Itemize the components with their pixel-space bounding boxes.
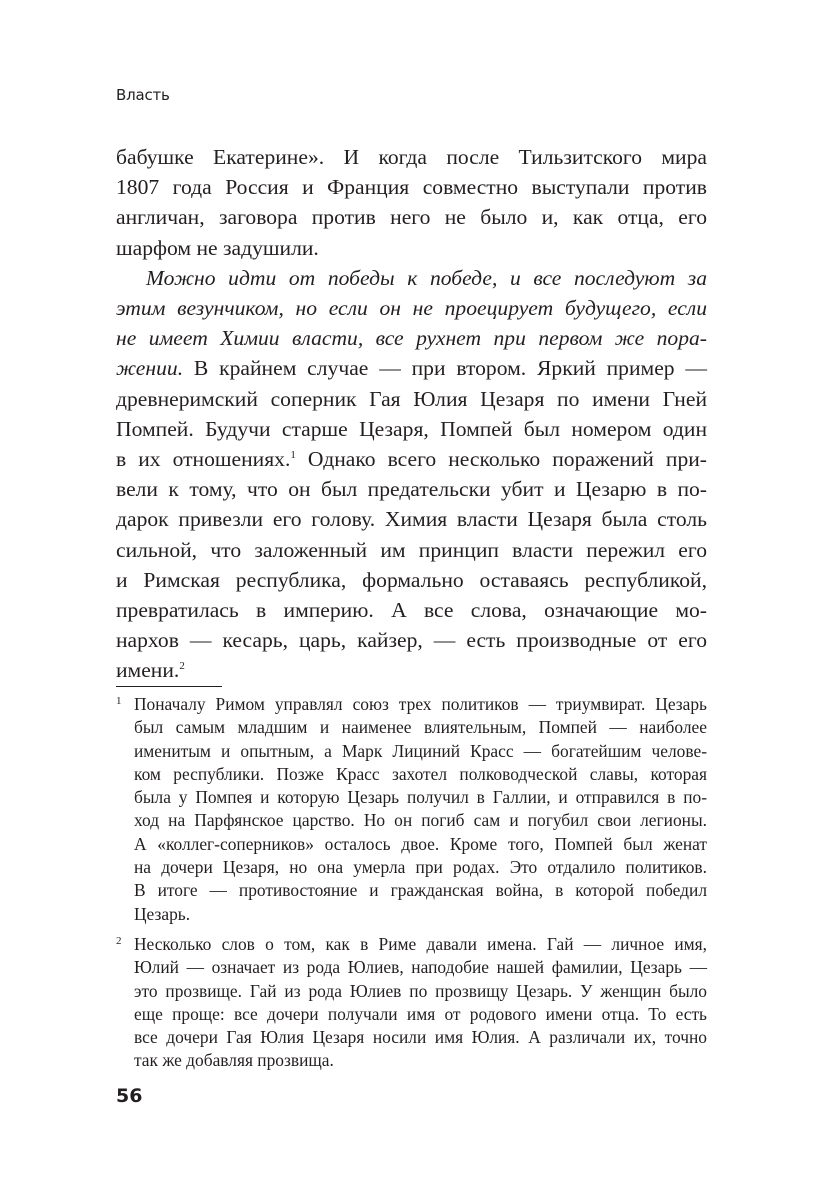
text-line (116, 353, 707, 383)
text-line: превратилась в империю. А все слова, означающие мо- (116, 598, 707, 623)
text-line (116, 655, 707, 685)
text-line: 1807 года Россия и Франция совместно выступали против (116, 175, 707, 200)
text-line: вели к тому, что он был предательски убит и Цезарю в по- (116, 477, 707, 502)
footnote-ref-2[interactable]: 2 (179, 660, 185, 673)
footnote-line: Юлий — означает из рода Юлиев, наподобие нашей фамилии, Цезарь — (134, 957, 707, 978)
text-line: древнеримский соперник Гая Юлия Цезаря по имени Гней (116, 386, 707, 411)
italic-line: этим везунчиком, но если он не проецирует будущего, если (116, 296, 707, 321)
text-fragment: имени. (116, 658, 180, 683)
paragraph-2 (116, 263, 707, 686)
footnote-separator (116, 686, 222, 687)
text-line (116, 444, 707, 474)
text-line: англичан, заговора против него не было и, как отца, его (116, 205, 707, 230)
footnote-line: была у Помпея и которую Цезарь получил в Галлии, и отправился в по- (134, 787, 707, 808)
footnote-line: именитым и опытным, а Марк Лициний Красс — богатейшим челове- (134, 740, 707, 761)
italic-fragment: жении. (116, 356, 184, 381)
text-line: и Римская республика, формально оставаясь республикой, (116, 567, 707, 592)
footnote-line: еще проще: все дочери получали имя от родового имени отца. То есть (134, 1003, 707, 1024)
paragraph-1 (116, 142, 707, 263)
footnotes (116, 693, 707, 1080)
italic-line: не имеет Химии власти, все рухнет при первом же пора- (116, 326, 707, 351)
footnote-line: Поначалу Римом управлял союз трех политиков — триумвират. Цезарь (134, 694, 707, 714)
running-head: Власть (116, 86, 170, 104)
footnote-line: ком республики. Позже Красс захотел полководческой славы, которая (134, 763, 707, 784)
footnote-line: А «коллег-соперников» осталось двое. Кроме того, Помпей был женат (134, 833, 707, 854)
footnote-line: все дочери Гая Юлия Цезаря носили имя Юлия. А различали их, точно (134, 1027, 707, 1048)
text-fragment: Однако всего несколько поражений при- (295, 447, 707, 472)
footnote-1 (116, 693, 707, 926)
page-number: 56 (116, 1085, 143, 1107)
footnote-line: Несколько слов о том, как в Риме давали имена. Гай — личное имя, (134, 933, 707, 954)
footnote-number: 2 (116, 934, 122, 947)
footnote-2 (116, 933, 707, 1073)
text-fragment: В крайнем случае — при втором. Яркий пример — (183, 356, 707, 381)
footnote-line: так же добавляя прозвища. (134, 1050, 334, 1071)
footnote-line: Цезарь. (134, 903, 191, 924)
text-line: бабушке Екатерине». И когда после Тильзитского мира (116, 145, 707, 169)
italic-line: Можно идти от победы к победе, и все последуют за (146, 265, 707, 290)
footnote-line: это прозвище. Гай из рода Юлиев по прозвищу Цезарь. У женщин было (134, 980, 707, 1001)
footnote-line: на дочери Цезаря, но она умерла при родах. Это отдалило политиков. (134, 857, 707, 878)
main-text (116, 142, 707, 686)
footnote-line: ход на Парфянское царство. Но он погиб сам и погубил свои легионы. (134, 810, 707, 831)
footnote-number: 1 (116, 695, 122, 707)
text-line: сильной, что заложенный им принцип власти пережил его (116, 537, 707, 562)
text-fragment: в их отношениях. (116, 447, 291, 472)
text-line: Помпей. Будучи старше Цезаря, Помпей был номером один (116, 416, 707, 441)
footnote-line: В итоге — противостояние и гражданская война, в которой победил (134, 880, 707, 901)
footnote-line: был самым младшим и наименее влиятельным, Помпей — наиболее (134, 717, 707, 738)
footnote-ref-1[interactable]: 1 (290, 449, 296, 462)
text-line: нархов — кесарь, царь, кайзер, — есть производные от его (116, 628, 707, 653)
text-line: шарфом не задушили. (116, 235, 319, 260)
text-line: дарок привезли его голову. Химия власти Цезаря была столь (116, 507, 707, 532)
